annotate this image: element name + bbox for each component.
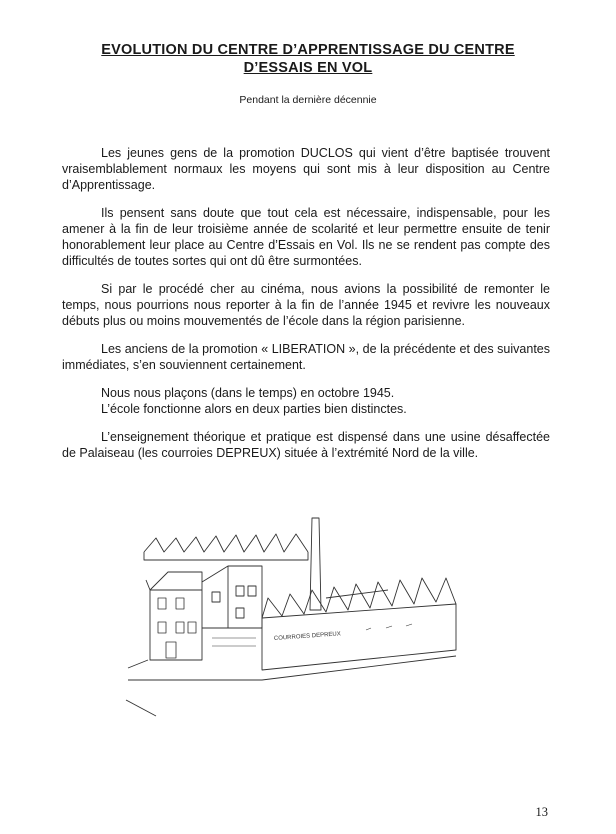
paragraph: Nous nous plaçons (dans le temps) en octobre 1945. xyxy=(101,386,395,400)
document-title: EVOLUTION DU CENTRE D’APPRENTISSAGE DU CENTRE D’ESSAIS EN VOL xyxy=(101,42,515,76)
paragraph: L’école fonctionne alors en deux parties bien distinctes. xyxy=(101,402,407,416)
factory-sketch xyxy=(116,490,496,720)
document-subtitle: Pendant la dernière décennie xyxy=(239,94,377,106)
paragraph: Les jeunes gens de la promotion DUCLOS qui vient d’être baptisée trouvent vraisemblablement normaux les moyens qui sont mis à leur disposition au Centre d’Apprentissage. xyxy=(62,146,550,192)
paragraph: L’enseignement théorique et pratique est dispensé dans une usine désaffectée de Palaiseau (les courroies DEPREUX) située à l’extrémité Nord de la ville. xyxy=(62,430,550,460)
paragraph: Si par le procédé cher au cinéma, nous avions la possibilité de remonter le temps, nous pourrions nous reporter à la fin de l’année 1945 et revivre les nouveaux débuts plus ou moins mouvementés de l’école dans la région parisienne. xyxy=(62,282,550,328)
page-number: 13 xyxy=(535,805,548,819)
paragraph: Les anciens de la promotion « LIBERATION », de la précédente et des suivantes immédiates, s’en souviennent certainement. xyxy=(62,342,550,372)
factory-sign: COURROIES DEPREUX xyxy=(273,631,341,642)
paragraph: Ils pensent sans doute que tout cela est nécessaire, indispensable, pour les amener à la fin de leur troisième année de scolarité et leur permettre ensuite de tenir honorablement leur place au Centre d’Essais en Vol. Ils ne se rendent pas compte des difficultés de toutes sortes qui ont dû être surmontées. xyxy=(62,206,550,268)
body-text xyxy=(62,145,550,473)
